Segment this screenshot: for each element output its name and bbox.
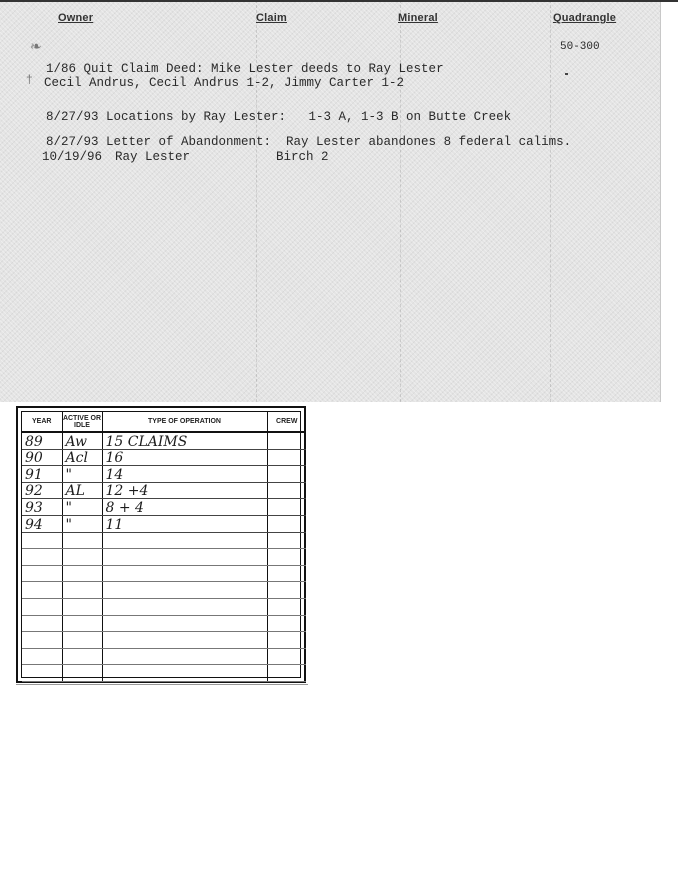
year-cell [22, 632, 62, 649]
operation-cell [102, 648, 267, 665]
operation-cell [102, 598, 267, 615]
crew-cell [267, 549, 306, 566]
table-row [22, 499, 306, 516]
status-cell [62, 549, 102, 566]
entry-line: 8/27/93 Locations by Ray Lester: 1-3 A, 1-3 B on Butte Creek [46, 110, 512, 124]
operation-cell: 12 +4 [102, 482, 267, 499]
status-cell [62, 632, 102, 649]
year-cell [22, 648, 62, 665]
operation-column-header: TYPE OF OPERATION [102, 412, 267, 432]
operation-cell [102, 632, 267, 649]
crew-cell [267, 665, 306, 682]
operation-cell: 15 CLAIMS [102, 432, 267, 449]
crew-cell [267, 432, 306, 449]
entry-owner: Ray Lester [115, 150, 191, 164]
entry-line: 8/27/93 Letter of Abandonment: Ray Lester abandones 8 federal calims. [46, 135, 572, 149]
year-cell: 94 [22, 515, 62, 532]
entry-line: 1/86 Quit Claim Deed: Mike Lester deeds to Ray Lester [46, 62, 444, 76]
status-cell [62, 582, 102, 599]
column-guide [550, 0, 551, 402]
year-cell [22, 598, 62, 615]
status-cell [62, 565, 102, 582]
empty-table-row [22, 632, 306, 649]
operation-cell [102, 549, 267, 566]
status-cell [62, 648, 102, 665]
table-row [22, 449, 306, 466]
status-cell [62, 532, 102, 549]
year-cell: 91 [22, 466, 62, 483]
empty-table-row [22, 565, 306, 582]
year-cell [22, 532, 62, 549]
operation-cell: 8 + 4 [102, 499, 267, 516]
status-cell: " [62, 466, 102, 483]
crew-column-header: CREW [267, 412, 306, 432]
year-cell [22, 565, 62, 582]
crew-cell [267, 632, 306, 649]
status-cell: " [62, 515, 102, 532]
operation-cell: 11 [102, 515, 267, 532]
year-cell [22, 615, 62, 632]
operations-table [16, 406, 306, 683]
claim-header: Claim [256, 12, 287, 24]
crew-cell [267, 582, 306, 599]
entry-claim: Birch 2 [276, 150, 329, 164]
empty-table-row [22, 665, 306, 682]
column-guide [400, 0, 401, 402]
year-cell [22, 582, 62, 599]
record-card [0, 0, 661, 402]
operation-cell: 16 [102, 449, 267, 466]
crew-cell [267, 598, 306, 615]
operation-cell [102, 532, 267, 549]
crew-cell [267, 565, 306, 582]
operation-cell [102, 615, 267, 632]
year-cell [22, 549, 62, 566]
pencil-mark-icon: † [26, 72, 33, 86]
empty-table-row [22, 598, 306, 615]
status-cell: Aw [62, 432, 102, 449]
status-cell: AL [62, 482, 102, 499]
status-cell: Acl [62, 449, 102, 466]
table-row [22, 482, 306, 499]
card-top-edge [0, 0, 678, 2]
crew-cell [267, 648, 306, 665]
crew-cell [267, 466, 306, 483]
ink-dot [565, 73, 568, 75]
table-row [22, 515, 306, 532]
crew-cell [267, 532, 306, 549]
crew-cell [267, 449, 306, 466]
operation-cell: 14 [102, 466, 267, 483]
status-column-header: ACTIVE OR IDLE [62, 412, 102, 432]
status-cell [62, 665, 102, 682]
status-cell: " [62, 499, 102, 516]
year-cell: 93 [22, 499, 62, 516]
entry-date: 10/19/96 [42, 150, 103, 164]
table-header-row [22, 412, 306, 432]
crew-cell [267, 515, 306, 532]
quadrangle-code: 50-300 [560, 41, 600, 53]
year-cell: 89 [22, 432, 62, 449]
year-cell: 92 [22, 482, 62, 499]
column-guide [256, 0, 257, 402]
operation-cell [102, 665, 267, 682]
empty-table-row [22, 615, 306, 632]
operation-cell [102, 582, 267, 599]
owner-header: Owner [58, 12, 94, 24]
year-column-header: YEAR [22, 412, 62, 432]
entry-line: Cecil Andrus, Cecil Andrus 1-2, Jimmy Carter 1-2 [44, 76, 405, 90]
crew-cell [267, 615, 306, 632]
empty-table-row [22, 549, 306, 566]
operation-cell [102, 565, 267, 582]
empty-table-row [22, 648, 306, 665]
status-cell [62, 598, 102, 615]
crew-cell [267, 499, 306, 516]
year-cell [22, 665, 62, 682]
year-cell: 90 [22, 449, 62, 466]
table-shadow-line [16, 684, 308, 685]
table-row [22, 432, 306, 449]
quadrangle-header: Quadrangle [553, 12, 617, 24]
pencil-mark-icon: ❧ [30, 38, 42, 54]
mineral-header: Mineral [398, 12, 438, 24]
crew-cell [267, 482, 306, 499]
empty-table-row [22, 532, 306, 549]
table-row [22, 466, 306, 483]
empty-table-row [22, 582, 306, 599]
status-cell [62, 615, 102, 632]
